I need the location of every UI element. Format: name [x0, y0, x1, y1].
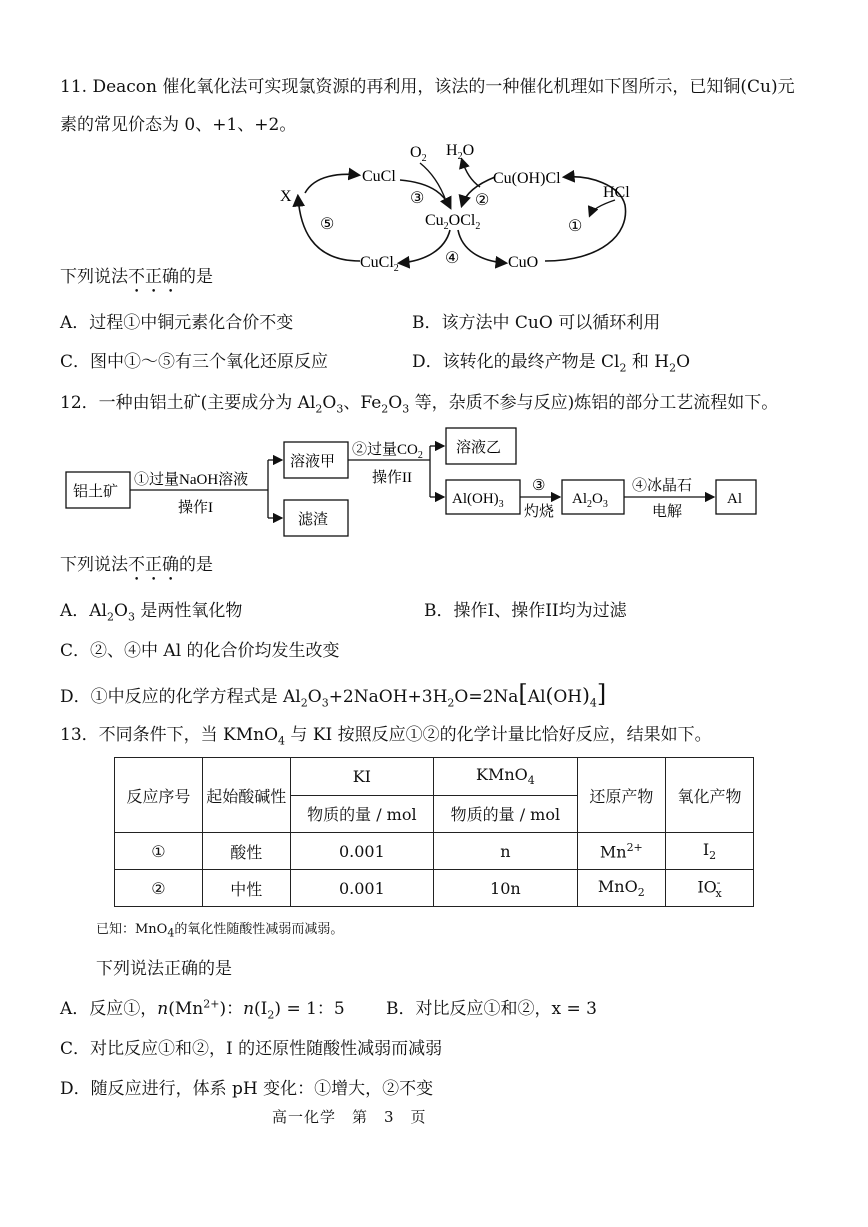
q12-option-b: B．操作I、操作II均为过滤	[424, 601, 627, 621]
label-step5: ⑤	[320, 216, 335, 233]
label-hcl: HCl	[603, 184, 630, 201]
table-row	[115, 833, 754, 870]
arrow-h2o-out	[462, 160, 480, 187]
q11-prompt: 下列说法不正确的是	[60, 267, 213, 287]
cell-ki: 0.001	[290, 833, 433, 870]
q12-option-d: D．①中反应的化学方程式是 $Al_2O_3+2NaOH+3H_2O=2Na[Al(OH)_4]$	[60, 680, 607, 710]
label-step2: ②	[475, 192, 490, 209]
flow-step3-top: ③	[532, 478, 546, 494]
th-amount-ki: 物质的量 / mol	[290, 795, 433, 833]
q13-option-c: C．对比反应①和②，I 的还原性随酸性减弱而减弱	[60, 1039, 443, 1059]
flow-step1-top: ①过量NaOH溶液	[134, 472, 249, 488]
q13-option-b: B．对比反应①和②，x = 3	[386, 999, 597, 1019]
th-kmno4: KMnO$_4$	[434, 758, 578, 796]
q12-stem: 12．一种由铝土矿(主要成分为 $Al_2O_3$、$Fe_2O_3$ 等，杂质不参与反应)炼铝的部分工艺流程如下。	[60, 393, 779, 416]
cell-acid: 中性	[202, 870, 290, 907]
label-cucl2: CuCl$_2$	[360, 254, 399, 274]
cell-seq: ②	[115, 870, 203, 907]
arrow-x-to-cucl	[305, 174, 358, 193]
q13-prompt: 下列说法正确的是	[96, 959, 232, 979]
cell-red: MnO$_2$	[577, 870, 665, 907]
flow-step4-bottom: 电解	[652, 504, 683, 520]
page-footer: 高一化学 第 3 页	[272, 1108, 427, 1126]
flow-ore: 铝土矿	[73, 484, 119, 500]
arrow-hcl	[590, 200, 615, 215]
flow-step4-top: ④冰晶石	[632, 478, 693, 494]
arrow-center-to-cucl2	[400, 230, 450, 263]
q11-option-c: C．图中①～⑤有三个氧化还原反应	[60, 352, 329, 372]
q11-stem-line1: 11. Deacon 催化氧化法可实现氯资源的再利用，该法的一种催化机理如下图所示，已知铜(Cu)元	[60, 77, 795, 97]
deacon-cycle-diagram	[270, 135, 670, 280]
q13-option-d: D．随反应进行，体系 pH 变化：①增大，②不变	[60, 1079, 434, 1099]
q12-option-c: C．②、④中 Al 的化合价均发生改变	[60, 641, 340, 661]
q11-stem-line2: 素的常见价态为 0、+1、+2。	[60, 115, 297, 135]
kmno4-ki-table	[114, 757, 754, 907]
arrow-center-to-cuo	[458, 230, 505, 263]
cell-red: $Mn^{2+}$	[577, 833, 665, 870]
alumina-flow-diagram	[60, 420, 780, 545]
table-row	[115, 870, 754, 907]
cell-kmno4: n	[434, 833, 578, 870]
q11-option-b: B．该方法中 CuO 可以循环利用	[412, 313, 661, 333]
flow-residue: 滤渣	[298, 512, 329, 528]
flow-sol-b: 溶液乙	[456, 440, 502, 456]
th-ki: KI	[290, 758, 433, 796]
q11-option-a: A．过程①中铜元素化合价不变	[60, 313, 294, 333]
flow-al: Al	[727, 491, 742, 507]
label-step3: ③	[410, 190, 425, 207]
q11-option-d: D．该转化的最终产物是 $Cl_2$ 和 $H_2O$	[412, 352, 691, 375]
label-cuohcl: Cu(OH)Cl	[493, 170, 561, 187]
cell-kmno4: 10n	[434, 870, 578, 907]
label-step1: ①	[568, 218, 583, 235]
label-o2: $O_2$	[410, 144, 427, 164]
th-red: 还原产物	[577, 758, 665, 833]
flow-step2-top: ②过量$CO_2$	[352, 442, 423, 461]
q12-prompt: 下列说法不正确的是	[60, 555, 213, 575]
q12-option-a: A．$Al_2O_3$ 是两性氧化物	[60, 601, 243, 624]
cell-ki: 0.001	[290, 870, 433, 907]
label-x: X	[280, 188, 292, 205]
flow-sol-a: 溶液甲	[290, 454, 336, 470]
cell-acid: 酸性	[202, 833, 290, 870]
th-acid: 起始酸碱性	[202, 758, 290, 833]
label-cuo: CuO	[508, 254, 539, 271]
th-amount-kmno4: 物质的量 / mol	[434, 795, 578, 833]
flow-al2o3: $Al_2O_3$	[572, 491, 608, 510]
th-ox: 氧化产物	[666, 758, 754, 833]
cell-ox: $IO^-_x$	[666, 870, 754, 907]
label-h2o: $H_2O$	[446, 142, 475, 162]
th-seq: 反应序号	[115, 758, 203, 833]
cell-seq: ①	[115, 833, 203, 870]
label-step4: ④	[445, 250, 460, 267]
q13-note: 已知：MnO$_4$的氧化性随酸性减弱而减弱。	[96, 922, 344, 940]
q13-option-a: A．反应①，$n(Mn^{2+})$：$n(I_2) = 1$：5	[60, 997, 345, 1022]
flow-aloh3: $Al(OH)_3$	[452, 491, 504, 510]
flow-step3-bottom: 灼烧	[524, 504, 555, 520]
label-cucl: CuCl	[362, 168, 396, 185]
flow-step2-bottom: 操作II	[372, 470, 412, 486]
flow-step1-bottom: 操作I	[178, 500, 213, 516]
q13-stem: 13．不同条件下，当 KMnO$_4$ 与 KI 按照反应①②的化学计量比恰好反应，结果如下。	[60, 725, 712, 748]
label-cu2ocl2: $Cu_2OCl_2$	[425, 212, 481, 232]
cell-ox: $I_2$	[666, 833, 754, 870]
